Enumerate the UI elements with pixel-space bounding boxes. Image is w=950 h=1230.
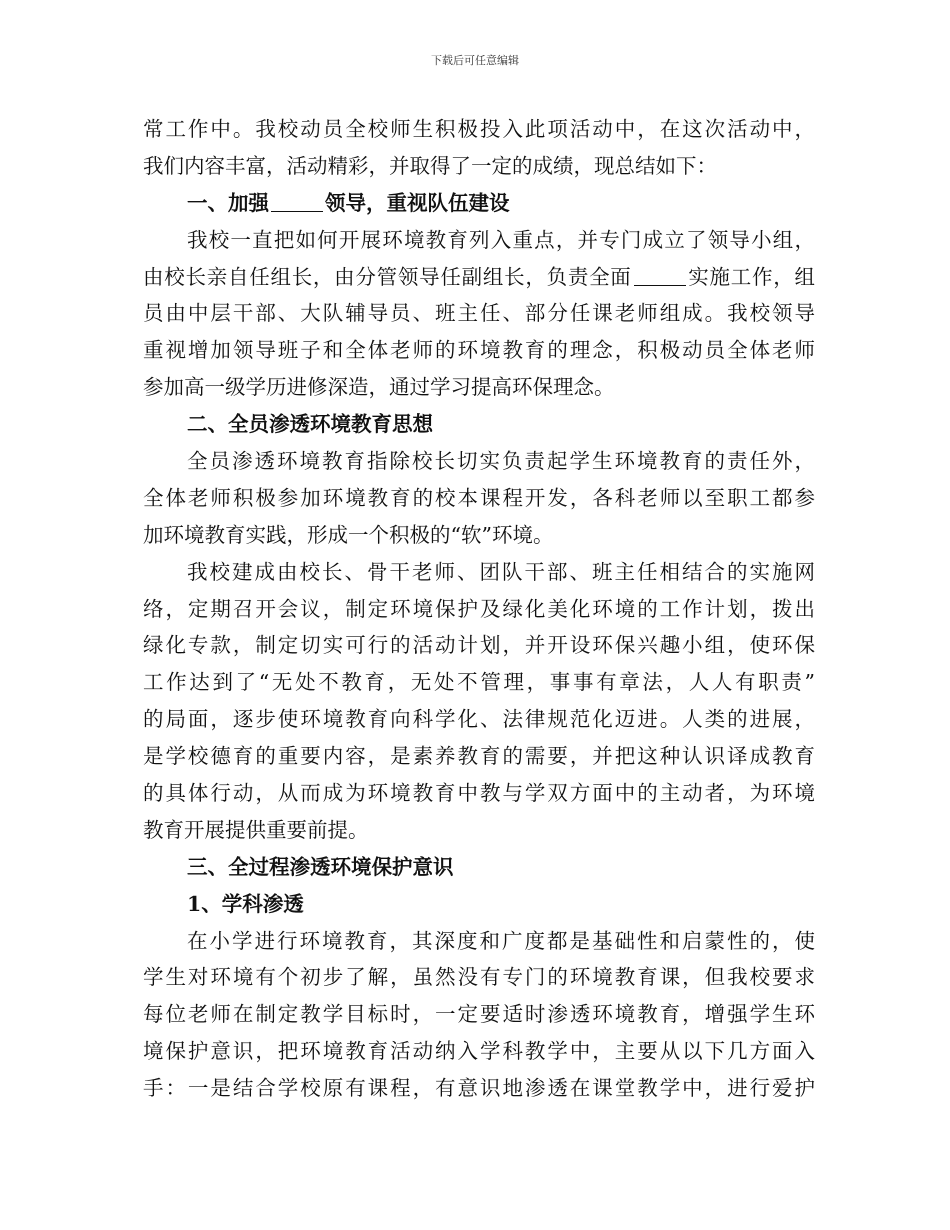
paragraph-line: 我们内容丰富，活动精彩，并取得了一定的成绩，现总结如下：: [143, 153, 717, 178]
paragraph-line: 手：一是结合学校原有课程，有意识地渗透在课堂教学中，进行爱护: [143, 1076, 815, 1101]
paragraph-line: 重视增加领导班子和全体老师的环境教育的理念，积极动员全体老师: [143, 338, 815, 363]
paragraph-line: 每位老师在制定教学目标时，一定要适时渗透环境教育，增强学生环: [143, 1002, 815, 1027]
paragraph-line: 绿化专款，制定切实可行的活动计划，并开设环保兴趣小组，使环保: [143, 633, 815, 658]
paragraph-line: 学生对环境有个初步了解，虽然没有专门的环境教育课，但我校要求: [143, 965, 815, 990]
paragraph-line: 我校建成由校长、骨干老师、团队干部、班主任相结合的实施网: [187, 559, 815, 584]
paragraph-line: 是学校德育的重要内容，是素养教育的需要，并把这种认识译成教育: [143, 744, 815, 769]
section-heading-1: [143, 185, 815, 222]
paragraph-line: 络，定期召开会议，制定环境保护及绿化美化环境的工作计划，拨出: [143, 596, 815, 621]
paragraph-line: 在小学进行环境教育，其深度和广度都是基础性和启蒙性的，使: [187, 928, 815, 953]
paragraph-line: 的局面，逐步使环境教育向科学化、法律规范化迈进。人类的进展，: [143, 707, 815, 732]
paragraph-line: 全员渗透环境教育指除校长切实负责起学生环境教育的责任外，: [187, 449, 815, 474]
section-heading-3: 三、全过程渗透环境保护意识: [187, 854, 454, 879]
document-body: [143, 111, 815, 1107]
paragraph-line: 的具体行动，从而成为环境教育中教与学双方面中的主动者，为环境: [143, 781, 815, 806]
fill-in-blank: [634, 265, 686, 286]
paragraph-line: 我校一直把如何开展环境教育列入重点，并专门成立了领导小组，: [187, 227, 815, 252]
fill-in-blank: [271, 191, 323, 212]
paragraph-line: 教育开展提供重要前提。: [143, 817, 369, 842]
subsection-heading: 1、学科渗透: [187, 891, 304, 916]
paragraph-line: 加环境教育实践，形成一个积极的“软”环境。: [143, 522, 554, 547]
heading-text: 领导，重视队伍建设: [325, 190, 510, 215]
heading-text: 一、加强: [187, 190, 269, 215]
paragraph-line: 常工作中。我校动员全校师生积极投入此项活动中，在这次活动中，: [143, 117, 815, 141]
paragraph-line: 全体老师积极参加环境教育的校本课程开发，各科老师以至职工都参: [143, 485, 815, 510]
paragraph-line: [143, 259, 815, 296]
paragraph-line: 工作达到了“无处不教育，无处不管理，事事有章法，人人有职责”: [143, 670, 815, 695]
line-text: 实施工作，组: [687, 264, 816, 289]
paragraph-line: 境保护意识，把环境教育活动纳入学科教学中，主要从以下几方面入: [143, 1039, 815, 1064]
page-header: 下载后可任意编辑: [431, 54, 519, 67]
line-text: 由校长亲自任组长，由分管领导任副组长，负责全面: [143, 264, 632, 289]
section-heading-2: 二、全员渗透环境教育思想: [187, 412, 433, 437]
paragraph-line: 参加高一级学历进修深造，通过学习提高环保理念。: [143, 375, 615, 400]
paragraph-line: 员由中层干部、大队辅导员、班主任、部分任课老师组成。我校领导: [143, 301, 815, 326]
